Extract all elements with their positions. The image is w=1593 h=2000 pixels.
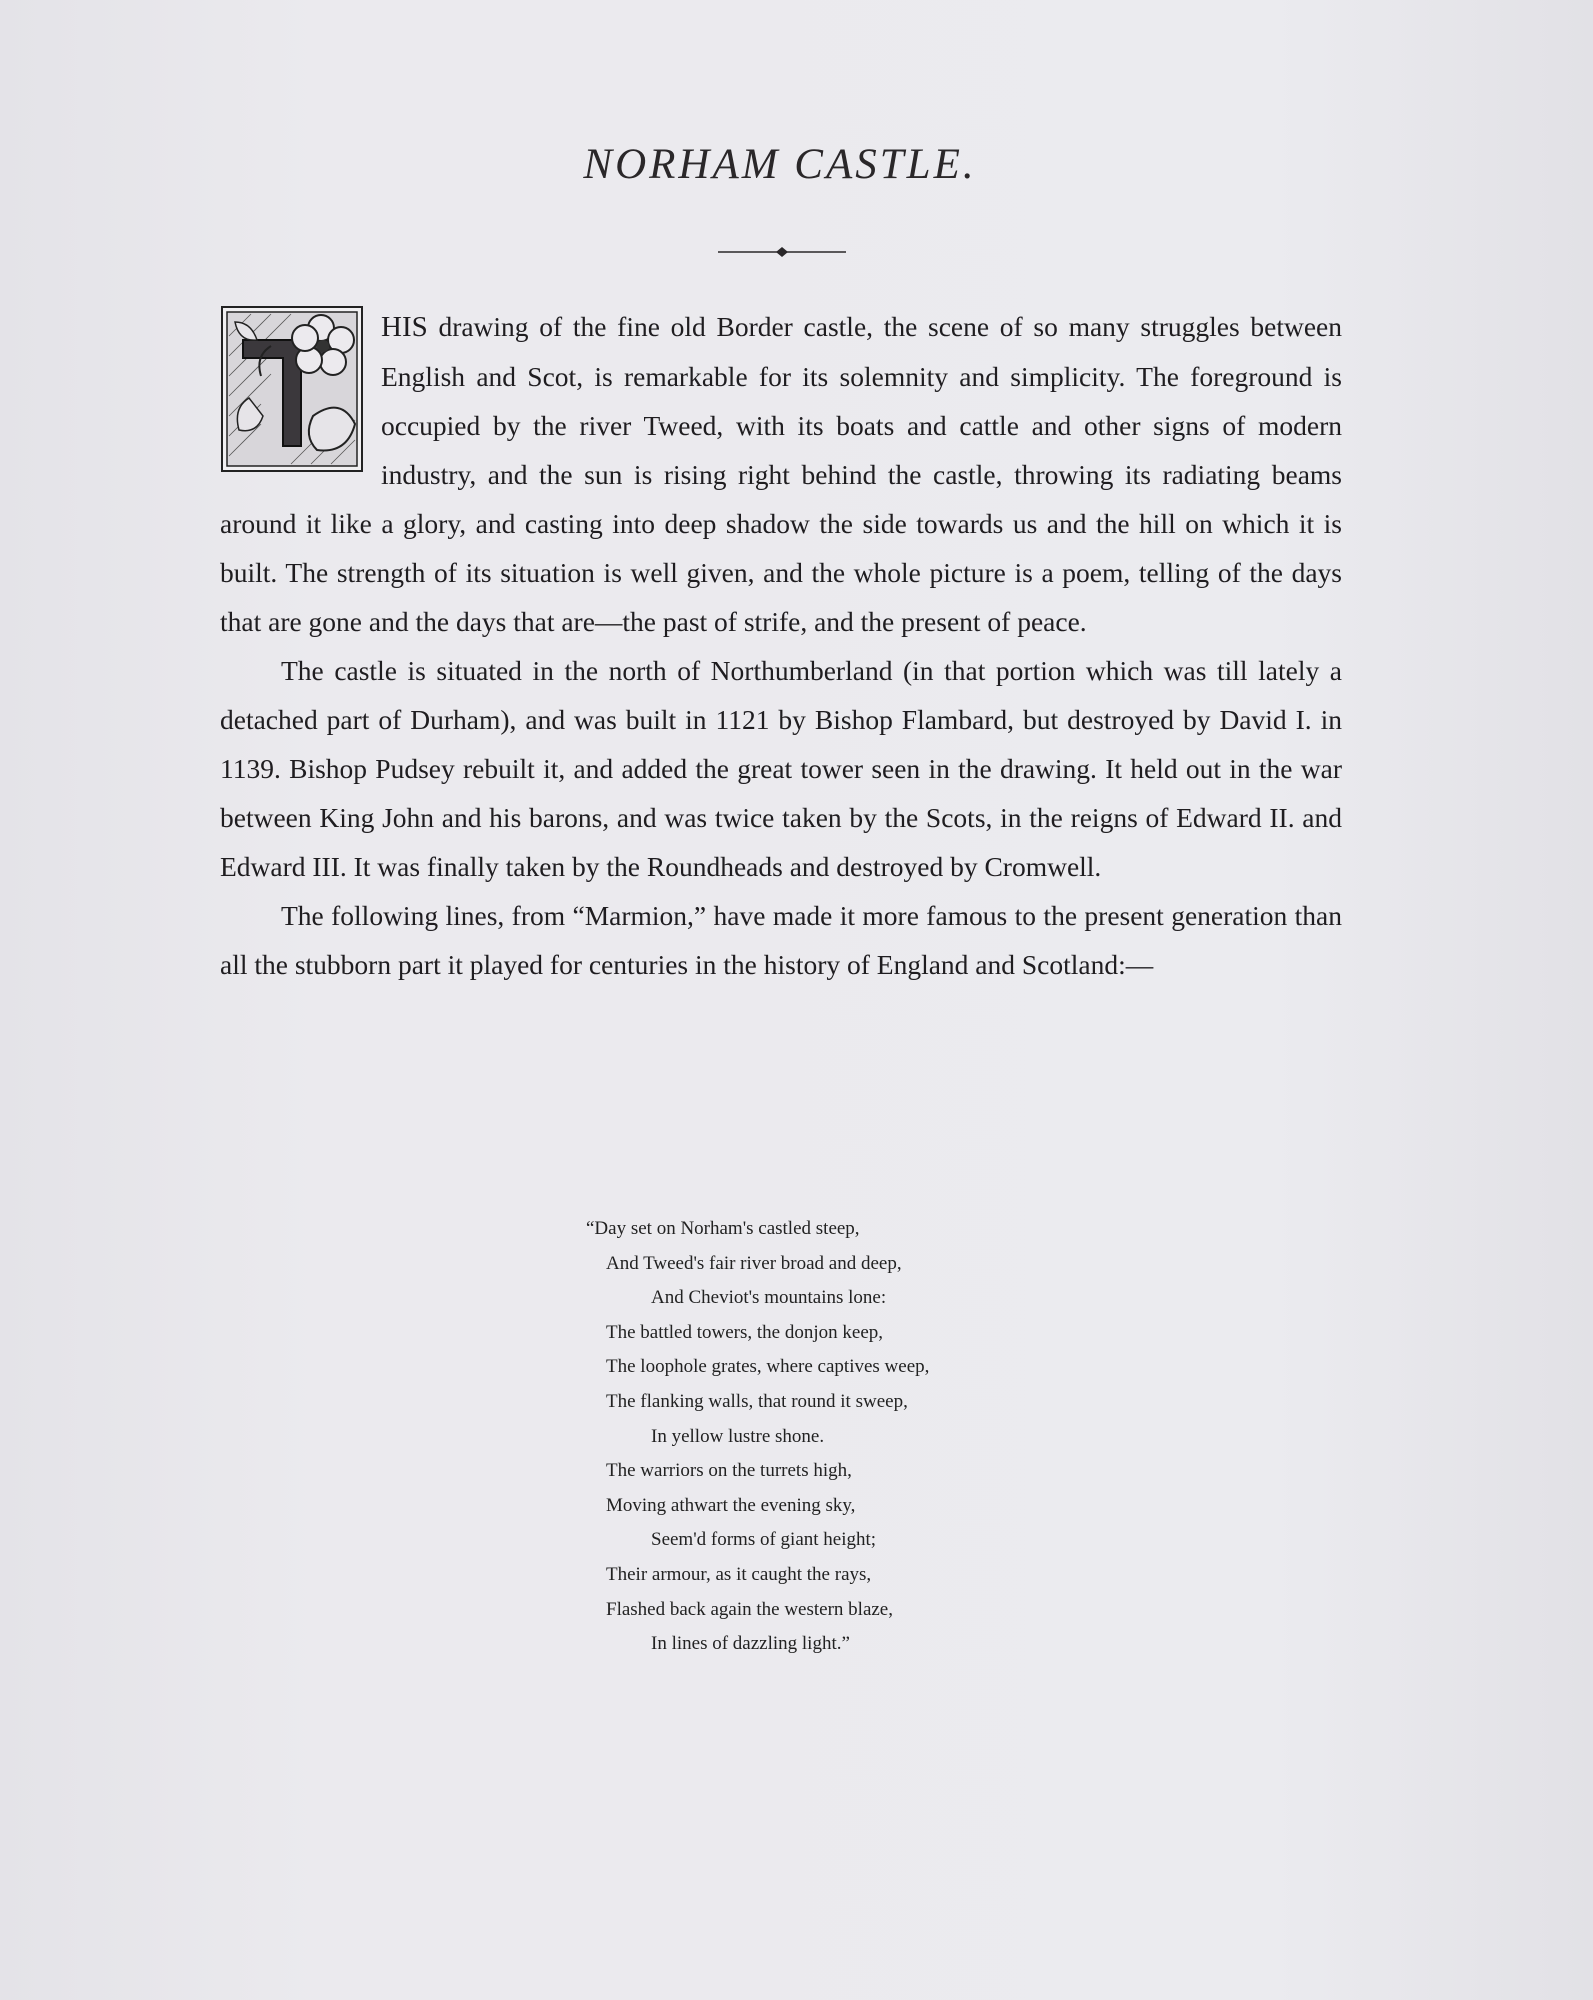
paragraph-2: The castle is situated in the north of Northumberland (in that portion which was till lately a detached part of Durham), and was built in 1121 by Bishop Flambard, but destroyed by David I. in 1139. Bishop Pudsey rebuilt it, and added the great tower seen in the drawing. It held out in the war between King John and his barons, and was twice taken by the Scots, in the reigns of Edward II. and Edward III. It was finally taken by the Roundheads and destroyed by Cromwell. bbox=[220, 655, 1342, 882]
poem-line: Their armour, as it caught the rays, bbox=[606, 1563, 872, 1585]
paragraph-1 bbox=[220, 302, 1342, 646]
poem-line: The warriors on the turrets high, bbox=[606, 1460, 852, 1482]
page-title: NORHAM CASTLE. bbox=[583, 141, 977, 188]
poem-line: The battled towers, the donjon keep, bbox=[606, 1321, 884, 1343]
title-ornament-divider bbox=[716, 244, 848, 260]
poem-line: Moving athwart the evening sky, bbox=[606, 1494, 856, 1516]
body-text bbox=[220, 302, 1342, 989]
paragraph-1-text: drawing of the fine old Border castle, the scene of so many struggles between English and Scot, is remarkable for its solemnity and simplicity. The foreground is occupied by the river Tweed, with its boats and cattle and other signs of modern industry, and the sun is rising right behind the castle, throwing its radiating beams around it like a glory, and casting into deep shadow the side towards us and the hill on which it is built. The strength of its situation is well given, and the whole picture is a poem, telling of the days that are gone and the days that are—the past of strife, and the present of peace. bbox=[220, 311, 1342, 637]
poem-quotation bbox=[586, 1212, 929, 1662]
paragraph-3: The following lines, from “Marmion,” have made it more famous to the present generation than all the stubborn part it played for centuries in the history of England and Scotland:— bbox=[220, 900, 1342, 980]
poem-line: And Cheviot's mountains lone: bbox=[651, 1287, 887, 1309]
poem-line: In yellow lustre shone. bbox=[651, 1425, 825, 1447]
dropcap-first-word-rest: HIS bbox=[381, 311, 428, 343]
dropcap-t-illuminated-icon bbox=[221, 306, 363, 472]
poem-line: The flanking walls, that round it sweep, bbox=[606, 1390, 908, 1412]
poem-line: In lines of dazzling light.” bbox=[651, 1633, 850, 1655]
poem-line: The loophole grates, where captives weep, bbox=[606, 1356, 930, 1378]
poem-line: Flashed back again the western blaze, bbox=[606, 1598, 893, 1620]
poem-line: Seem'd forms of giant height; bbox=[651, 1529, 877, 1551]
poem-line: “Day set on Norham's castled steep, bbox=[586, 1218, 860, 1239]
poem-line: And Tweed's fair river broad and deep, bbox=[606, 1252, 902, 1274]
